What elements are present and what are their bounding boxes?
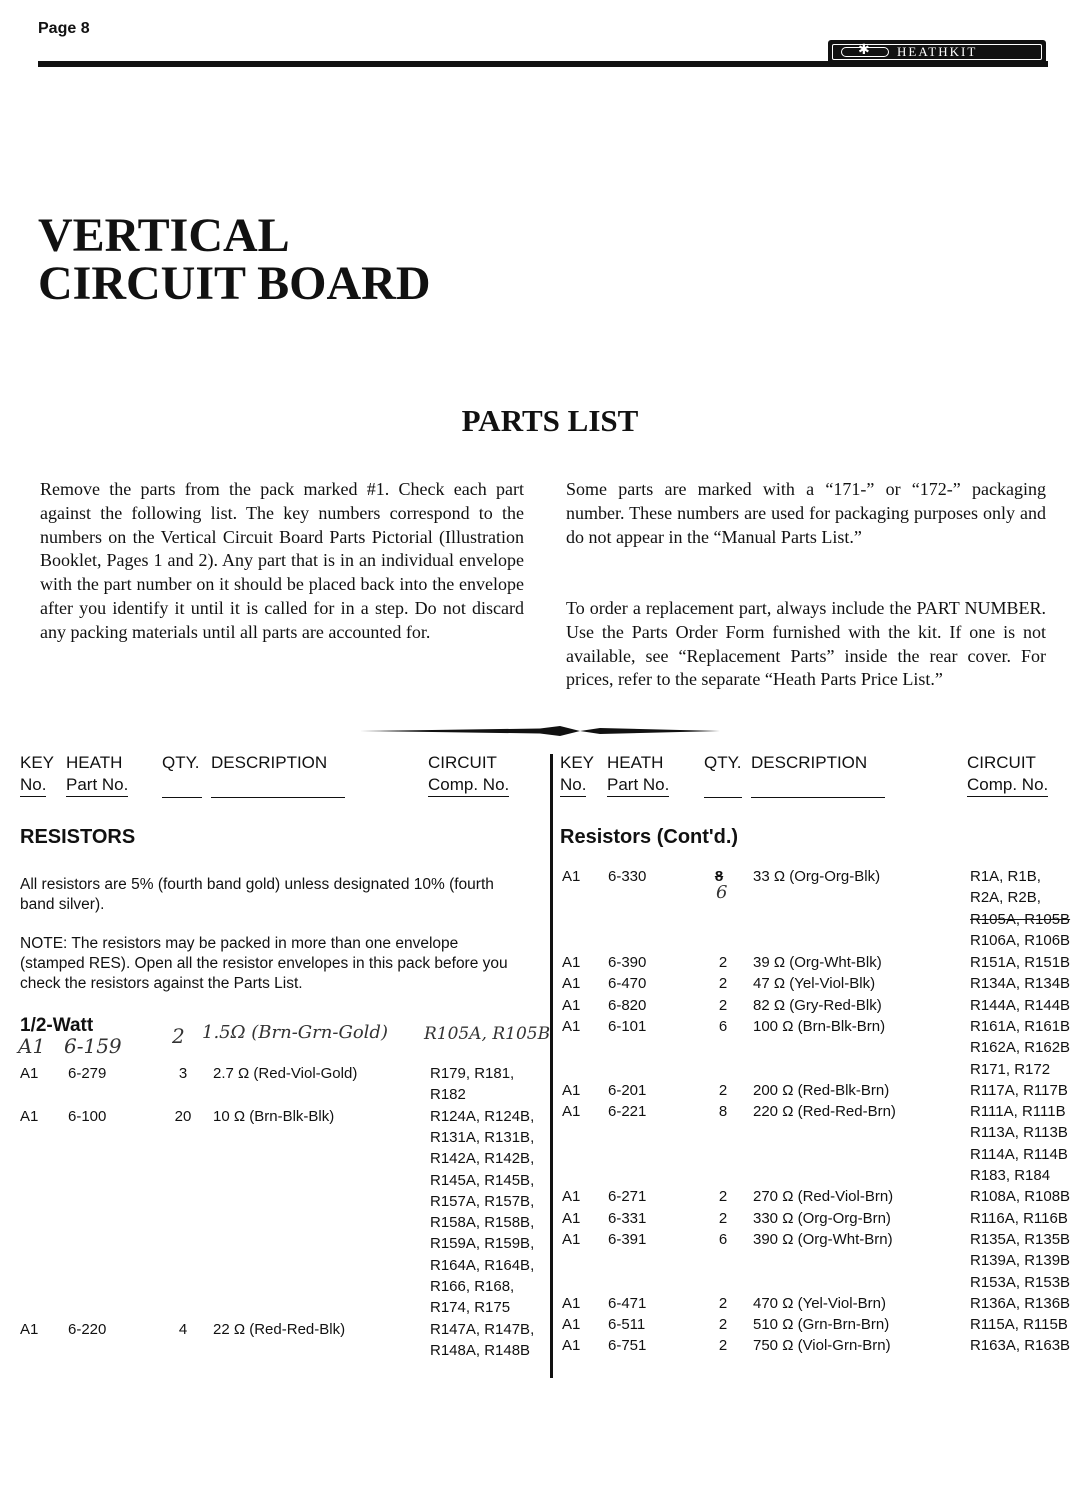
part-comp-line: R153A, R153B bbox=[970, 1273, 1071, 1291]
col-circuit-label: CIRCUIT bbox=[428, 753, 497, 772]
part-number: 6-221 bbox=[608, 1103, 647, 1121]
part-qty: 6 bbox=[718, 1017, 728, 1035]
part-number: 6-511 bbox=[608, 1316, 646, 1334]
part-qty: 2 bbox=[718, 1209, 728, 1227]
part-comp-line: R124A, R124B, bbox=[430, 1107, 535, 1125]
part-description: 750 Ω (Viol-Grn-Brn) bbox=[753, 1337, 891, 1355]
handwritten-qty: 2 bbox=[172, 1024, 185, 1048]
col-key-header bbox=[20, 752, 54, 797]
part-comp-line: R182 bbox=[430, 1086, 466, 1104]
part-qty: 2 bbox=[718, 996, 728, 1014]
col-circuit-header-right bbox=[967, 752, 1048, 797]
col-qty-header-right: QTY. bbox=[704, 753, 742, 772]
part-comp-line: R163A, R163B bbox=[970, 1337, 1071, 1355]
part-key: A1 bbox=[562, 954, 581, 971]
col-heath-label: HEATH bbox=[66, 753, 123, 772]
col-qty-header: QTY. bbox=[162, 753, 200, 772]
part-description: 10 Ω (Brn-Blk-Blk) bbox=[213, 1107, 335, 1125]
resistor-packing-note: NOTE: The resistors may be packed in more than one envelope (stamped RES). Open all the resistor envelopes in this pack before you check the resistors against the Parts List. bbox=[20, 935, 508, 992]
part-description: 100 Ω (Brn-Blk-Brn) bbox=[753, 1017, 886, 1035]
part-comp-line: R111A, R111B bbox=[970, 1103, 1066, 1121]
part-comp-line: R1A, R1B, bbox=[970, 868, 1041, 885]
part-number: 6-331 bbox=[608, 1209, 647, 1227]
part-description: 390 Ω (Org-Wht-Brn) bbox=[753, 1230, 893, 1248]
part-number: 6-330 bbox=[608, 868, 647, 885]
part-description: 2.7 Ω (Red-Viol-Gold) bbox=[213, 1065, 358, 1082]
logo-text: HEATHKIT bbox=[897, 44, 978, 59]
part-comp-line: R108A, R108B bbox=[970, 1188, 1071, 1206]
part-qty: 8 bbox=[718, 1103, 728, 1121]
part-key: A1 bbox=[562, 1081, 581, 1099]
part-comp-line: R151A, R151B bbox=[970, 954, 1071, 971]
col-key-label: KEY bbox=[20, 753, 55, 772]
column-divider bbox=[550, 754, 553, 1378]
part-comp-line: R166, R168, bbox=[430, 1278, 515, 1295]
part-comp-line: R117A, R117B bbox=[970, 1081, 1068, 1099]
col-circuit-label: CIRCUIT bbox=[967, 753, 1036, 772]
part-key: A1 bbox=[562, 1294, 581, 1312]
col-desc-underline-right bbox=[751, 797, 885, 798]
col-desc-header-right: DESCRIPTION bbox=[751, 753, 868, 772]
handwritten-part: 6-159 bbox=[64, 1034, 122, 1058]
part-number: 6-390 bbox=[608, 954, 647, 971]
part-comp-line: R157A, R157B, bbox=[430, 1192, 535, 1210]
part-number: 6-470 bbox=[608, 975, 647, 993]
col-qty-underline bbox=[162, 797, 202, 798]
part-key: A1 bbox=[562, 868, 581, 885]
part-comp-line: R147A, R147B, bbox=[430, 1320, 535, 1338]
section-resistors: RESISTORS bbox=[20, 826, 136, 848]
intro-paragraph-right-1: Some parts are marked with a “171-” or “172-” packaging number. These numbers are used for packaging purposes only and do not appear in the “Manual Parts List.” bbox=[566, 479, 1046, 547]
col-key-no-label: No. bbox=[20, 774, 46, 797]
part-number: 6-751 bbox=[608, 1337, 647, 1355]
col-desc-header: DESCRIPTION bbox=[211, 753, 328, 772]
part-description: 470 Ω (Yel-Viol-Brn) bbox=[753, 1294, 886, 1312]
section-resistors-contd: Resistors (Cont'd.) bbox=[560, 826, 739, 848]
part-comp-line: R115A, R115B bbox=[970, 1316, 1068, 1334]
part-qty: 2 bbox=[718, 1188, 728, 1206]
heathkit-logo bbox=[828, 40, 1046, 64]
logo-emblem-icon bbox=[841, 47, 889, 57]
part-comp-line: R139A, R139B bbox=[970, 1252, 1071, 1270]
part-key: A1 bbox=[562, 1103, 581, 1121]
part-comp-line: R144A, R144B bbox=[970, 996, 1071, 1014]
parts-list-heading: PARTS LIST bbox=[461, 403, 639, 438]
col-heath-header-right bbox=[607, 752, 669, 797]
part-comp-line: R135A, R135B bbox=[970, 1230, 1071, 1248]
part-comp-line: R162A, R162B bbox=[970, 1039, 1071, 1057]
col-comp-no-label: Comp. No. bbox=[428, 774, 509, 797]
part-comp-line: R161A, R161B bbox=[970, 1017, 1071, 1035]
part-number: 6-201 bbox=[608, 1081, 647, 1099]
part-qty: 2 bbox=[718, 954, 728, 971]
part-key: A1 bbox=[562, 1188, 581, 1206]
part-qty: 20 bbox=[174, 1107, 192, 1125]
part-description: 33 Ω (Org-Org-Blk) bbox=[753, 868, 881, 885]
part-description: 47 Ω (Yel-Viol-Blk) bbox=[753, 975, 876, 993]
part-number: 6-279 bbox=[68, 1065, 107, 1082]
part-qty: 6 bbox=[718, 1230, 728, 1248]
part-comp-line: R171, R172 bbox=[970, 1060, 1051, 1078]
col-qty-underline-right bbox=[704, 797, 742, 798]
page-title-line-1: VERTICAL bbox=[38, 209, 290, 262]
part-comp-line: R113A, R113B bbox=[970, 1124, 1068, 1142]
part-comp-line: R134A, R134B bbox=[970, 975, 1071, 993]
part-number: 6-101 bbox=[608, 1017, 647, 1035]
part-comp-line: R179, R181, bbox=[430, 1065, 515, 1082]
part-qty: 2 bbox=[718, 1294, 728, 1312]
part-comp-line: R2A, R2B, bbox=[970, 889, 1041, 906]
part-qty: 2 bbox=[718, 975, 728, 993]
resistor-tolerance-note: All resistors are 5% (fourth band gold) unless designated 10% (fourth band silver). bbox=[20, 876, 494, 913]
part-comp-line: R145A, R145B, bbox=[430, 1171, 535, 1189]
part-key: A1 bbox=[562, 1209, 581, 1227]
part-number: 6-271 bbox=[608, 1188, 647, 1206]
part-key: A1 bbox=[562, 975, 581, 993]
part-comp-line: R136A, R136B bbox=[970, 1294, 1071, 1312]
col-desc-underline bbox=[211, 797, 345, 798]
handwritten-comp: R105A, R105B bbox=[424, 1024, 551, 1044]
part-qty: 2 bbox=[718, 1081, 728, 1099]
part-comp-line: R183, R184 bbox=[970, 1167, 1051, 1184]
part-comp-line: R148A, R148B bbox=[430, 1341, 531, 1359]
part-description: 22 Ω (Red-Red-Blk) bbox=[213, 1320, 346, 1338]
part-comp-line: R158A, R158B, bbox=[430, 1214, 535, 1232]
part-qty: 2 bbox=[718, 1337, 728, 1355]
part-description: 330 Ω (Org-Org-Brn) bbox=[753, 1209, 891, 1227]
part-comp-line: R174, R175 bbox=[430, 1299, 511, 1317]
col-key-no-label: No. bbox=[560, 774, 586, 797]
page-number: Page 8 bbox=[38, 20, 90, 37]
part-comp-line: R106A, R106B bbox=[970, 932, 1071, 949]
part-number: 6-220 bbox=[68, 1320, 107, 1338]
part-comp-line: R114A, R114B bbox=[970, 1145, 1068, 1163]
ornament-divider bbox=[360, 726, 720, 736]
col-comp-no-label: Comp. No. bbox=[967, 774, 1048, 797]
part-key: A1 bbox=[562, 1230, 581, 1248]
part-number: 6-391 bbox=[608, 1230, 647, 1248]
col-part-no-label: Part No. bbox=[607, 774, 669, 797]
col-key-header-right bbox=[560, 752, 594, 797]
part-key: A1 bbox=[20, 1065, 39, 1082]
part-key: A1 bbox=[562, 1316, 581, 1334]
part-qty-handwritten: 6 bbox=[716, 882, 728, 903]
col-circuit-header bbox=[428, 752, 509, 797]
handwritten-desc: 1.5Ω (Brn-Grn-Gold) bbox=[202, 1022, 388, 1043]
page-title-line-2: CIRCUIT BOARD bbox=[38, 257, 431, 310]
part-description: 510 Ω (Grn-Brn-Brn) bbox=[753, 1316, 890, 1334]
part-key: A1 bbox=[562, 996, 581, 1014]
part-comp-line: R142A, R142B, bbox=[430, 1150, 535, 1168]
part-key: A1 bbox=[20, 1320, 39, 1338]
part-number: 6-820 bbox=[608, 996, 647, 1014]
part-number: 6-100 bbox=[68, 1107, 107, 1125]
col-heath-label: HEATH bbox=[607, 753, 664, 772]
part-key: A1 bbox=[562, 1017, 581, 1035]
part-qty: 3 bbox=[178, 1065, 188, 1082]
part-qty-struck: 8 bbox=[714, 868, 724, 885]
part-number: 6-471 bbox=[608, 1294, 647, 1312]
part-comp-struck: R105A, R105B bbox=[970, 911, 1071, 928]
col-heath-header bbox=[66, 752, 128, 797]
part-qty: 4 bbox=[178, 1320, 188, 1338]
part-description: 39 Ω (Org-Wht-Blk) bbox=[753, 954, 882, 971]
part-key: A1 bbox=[20, 1107, 39, 1125]
part-key: A1 bbox=[562, 1337, 581, 1355]
col-part-no-label: Part No. bbox=[66, 774, 128, 797]
part-comp-line: R131A, R131B, bbox=[430, 1128, 535, 1146]
part-description: 220 Ω (Red-Red-Brn) bbox=[753, 1103, 896, 1121]
col-key-label: KEY bbox=[560, 753, 595, 772]
part-description: 200 Ω (Red-Blk-Brn) bbox=[753, 1081, 890, 1099]
part-comp-line: R116A, R116B bbox=[970, 1209, 1068, 1227]
part-description: 82 Ω (Gry-Red-Blk) bbox=[753, 996, 882, 1014]
part-description: 270 Ω (Red-Viol-Brn) bbox=[753, 1188, 894, 1206]
subsection-half-watt: 1/2-Watt bbox=[20, 1015, 94, 1036]
page-title bbox=[38, 209, 431, 310]
part-qty: 2 bbox=[718, 1316, 728, 1334]
handwritten-key: A1 bbox=[18, 1034, 46, 1058]
intro-paragraph-left: Remove the parts from the pack marked #1. Check each part against the following list. The key numbers correspond to the numbers on the Vertical Circuit Board Parts Pictorial (Illustration Booklet, Pages 1 and 2). Any part that is in an individual envelope with the part number on it should be placed back into the envelope after you identify it until it is called for in a step. Do not discard any packing materials until all parts are accounted for. bbox=[40, 479, 524, 642]
part-comp-line: R164A, R164B, bbox=[430, 1256, 535, 1274]
part-comp-line: R159A, R159B, bbox=[430, 1235, 535, 1253]
intro-paragraph-right-2: To order a replacement part, always include the PART NUMBER. Use the Parts Order Form furnished with the kit. If one is not available, see “Replacement Parts” inside the rear cover. For prices, refer to the separate “Heath Parts Price List.” bbox=[566, 598, 1046, 690]
